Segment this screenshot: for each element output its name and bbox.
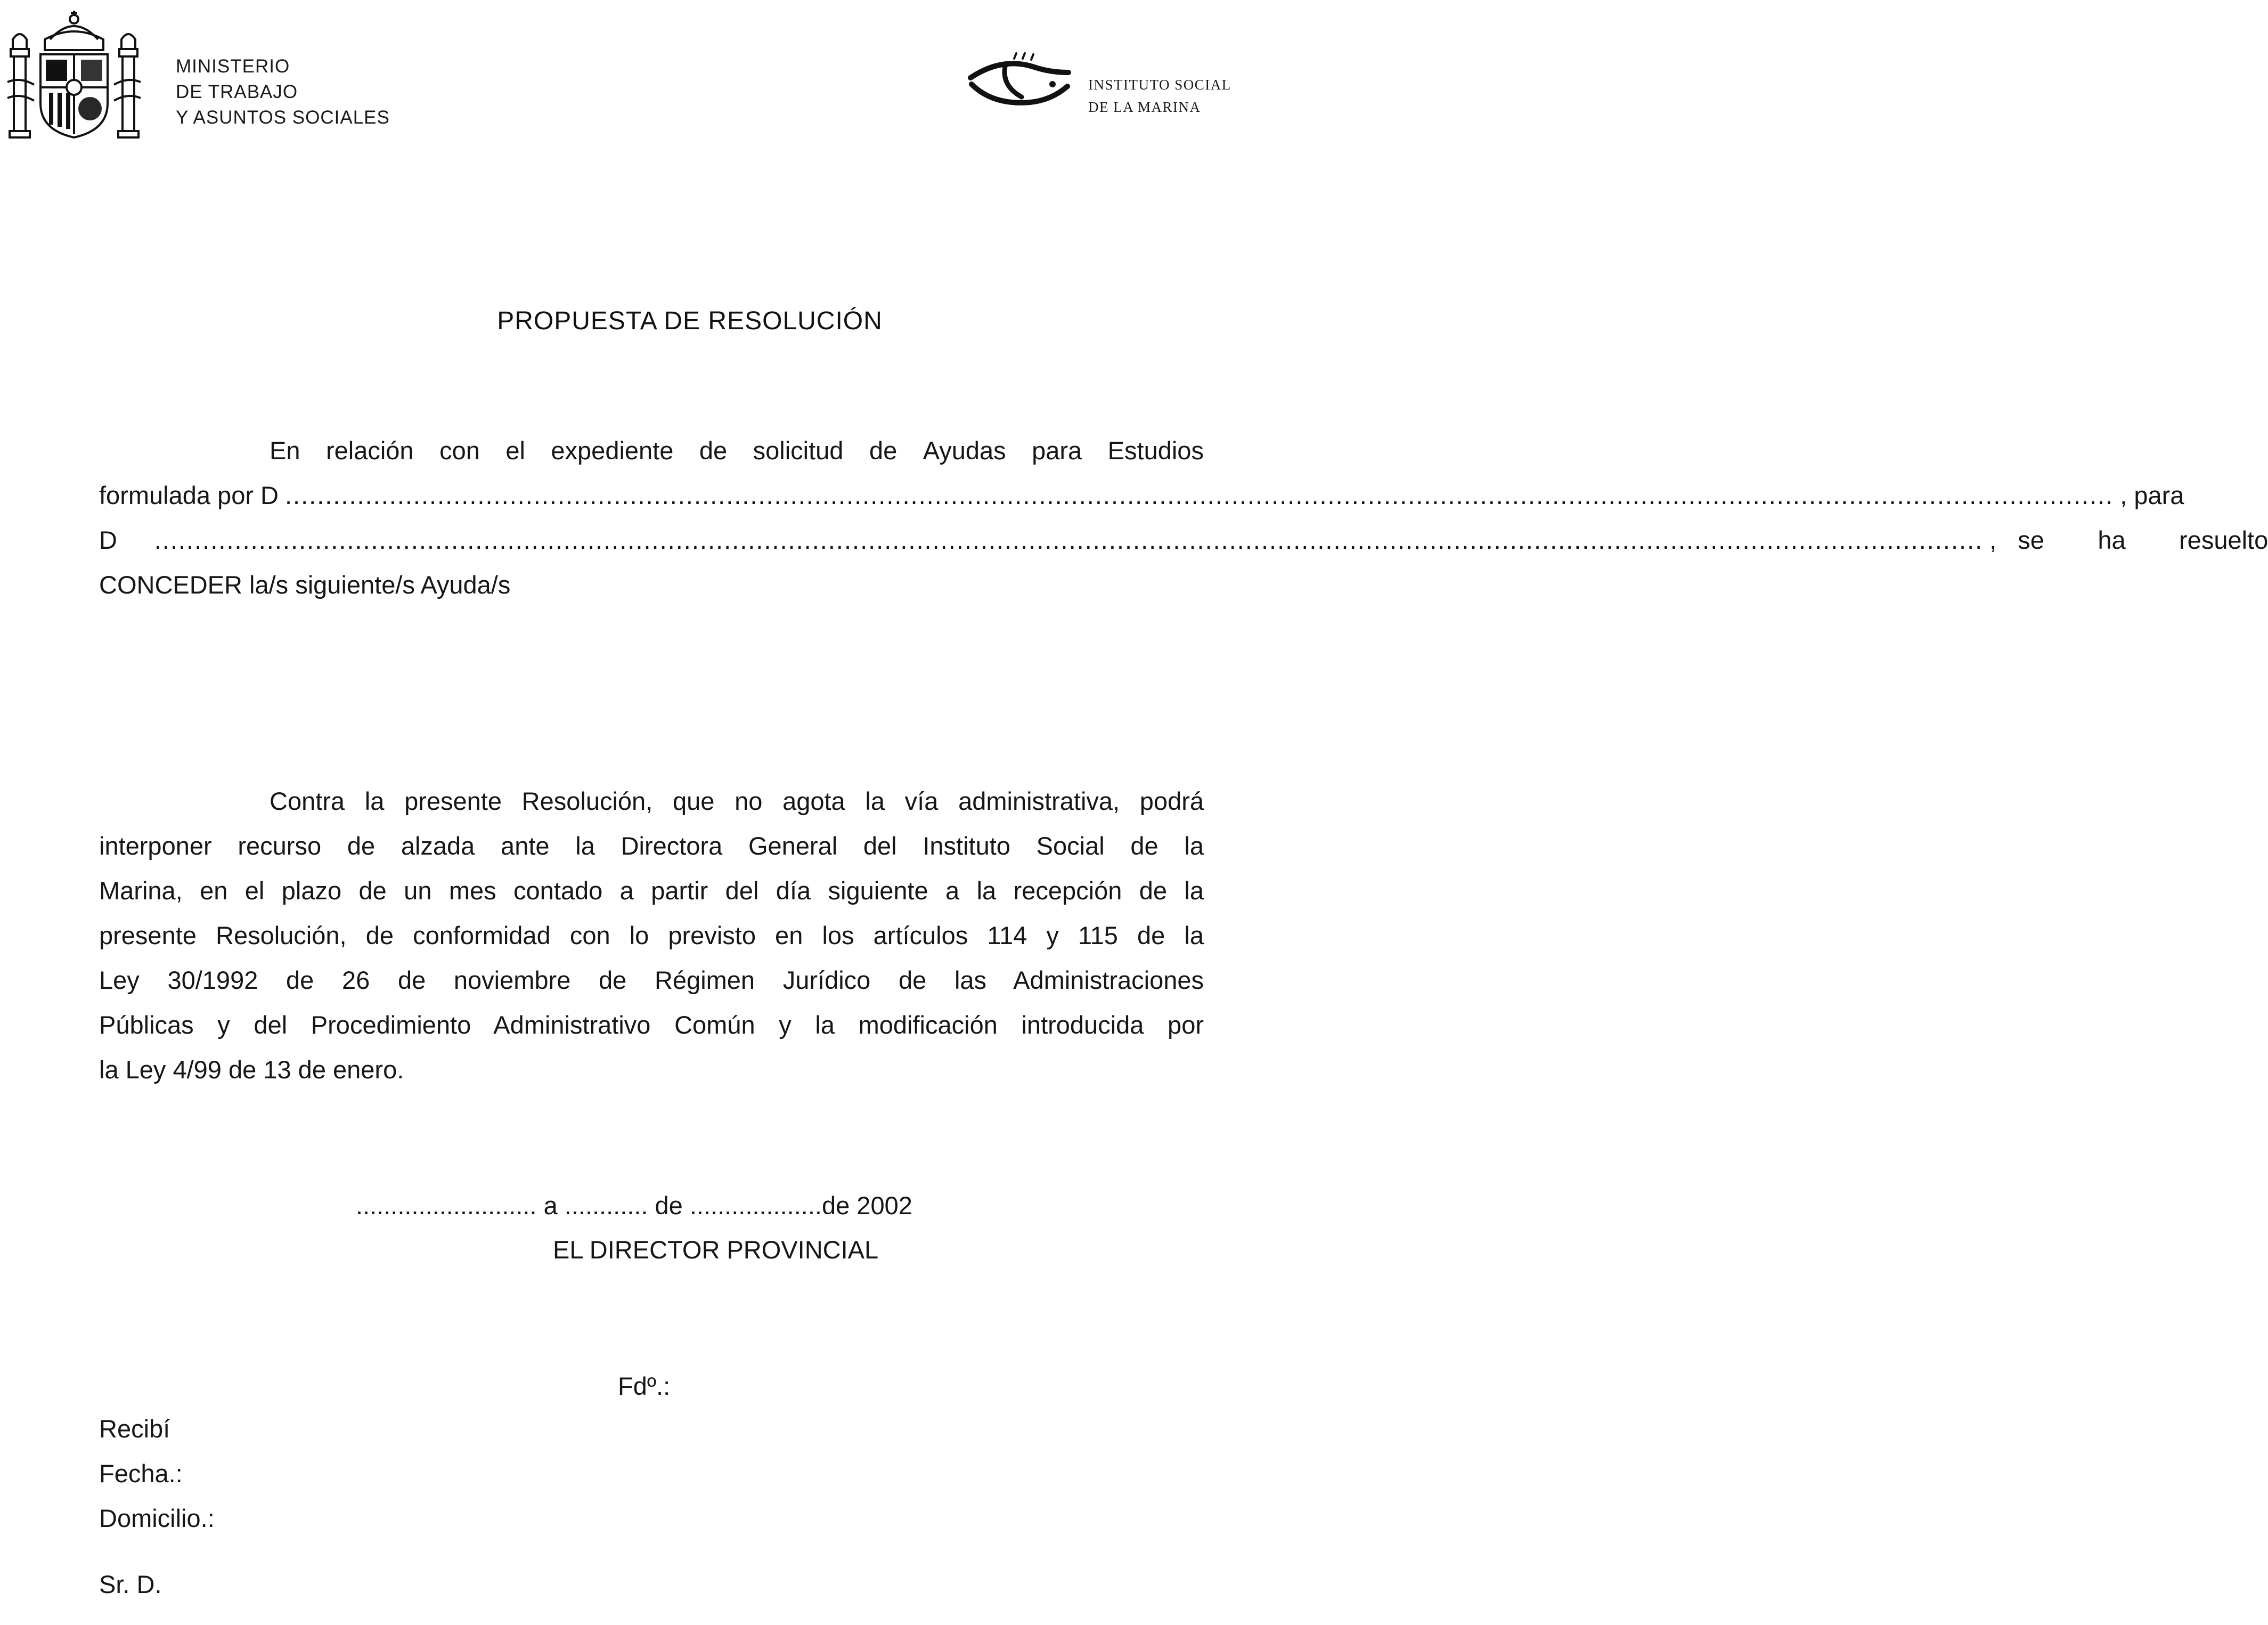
word: con bbox=[439, 436, 480, 465]
request-line-3 bbox=[99, 518, 2268, 563]
resolved-words bbox=[2018, 518, 2268, 563]
institute-name bbox=[1088, 74, 1231, 118]
appeal-line: interponer recurso de alzada ante la Directora General del Instituto Social de la bbox=[99, 832, 1204, 860]
word: expediente bbox=[551, 436, 674, 465]
requester-name-field[interactable]: .................................................................................................................................................................................................................................... bbox=[285, 481, 2114, 509]
appeal-line: Públicas y del Procedimiento Administrativo Común y la modificación introducida por bbox=[99, 1011, 1204, 1039]
word: relación bbox=[325, 436, 414, 465]
signatory-title: EL DIRECTOR PROVINCIAL bbox=[553, 1236, 879, 1264]
word: de bbox=[869, 436, 898, 465]
ministry-line-2: DE TRABAJO bbox=[176, 82, 298, 102]
beneficiary-name-field[interactable]: .................................................................................................................................................................................................................................... bbox=[154, 526, 1984, 554]
institute-line-2: DE LA MARINA bbox=[1088, 99, 1201, 115]
ministry-line-1: MINISTERIO bbox=[176, 56, 290, 77]
address-label: Domicilio.: bbox=[99, 1504, 215, 1532]
addressee-label: Sr. D. bbox=[99, 1570, 162, 1598]
date-label: Fecha.: bbox=[99, 1459, 183, 1488]
word: Estudios bbox=[1107, 436, 1204, 465]
for-label: , para bbox=[2120, 481, 2184, 509]
word: de bbox=[699, 436, 728, 465]
request-line-4: CONCEDER la/s siguiente/s Ayuda/s bbox=[99, 571, 511, 599]
institute-line-1: INSTITUTO SOCIAL bbox=[1088, 77, 1231, 93]
appeal-line: Ley 30/1992 de 26 de noviembre de Régimen Jurídico de las Administraciones bbox=[99, 966, 1204, 994]
ministry-name bbox=[176, 54, 390, 131]
instituto-social-marina-logo-icon bbox=[968, 51, 1072, 110]
word: se bbox=[2018, 526, 2044, 554]
appeal-line: Marina, en el plazo de un mes contado a partir del día siguiente a la recepción de la bbox=[99, 876, 1204, 905]
requester-label: formulada por D bbox=[99, 481, 279, 509]
ministry-line-3: Y ASUNTOS SOCIALES bbox=[176, 107, 390, 128]
word: ha bbox=[2098, 526, 2126, 554]
word: el bbox=[505, 436, 525, 465]
word: En bbox=[270, 436, 300, 465]
word: Ayudas bbox=[923, 436, 1006, 465]
receipt-block bbox=[99, 1407, 215, 1541]
word: resuelto bbox=[2179, 526, 2268, 554]
signed-label: Fdº.: bbox=[618, 1372, 671, 1400]
document-title: PROPUESTA DE RESOLUCIÓN bbox=[497, 307, 883, 335]
received-label: Recibí bbox=[99, 1415, 170, 1443]
coat-of-arms-icon bbox=[7, 7, 141, 141]
request-line-2 bbox=[99, 473, 2184, 518]
beneficiary-label: D bbox=[99, 526, 117, 554]
date-line[interactable]: .......................... a ............ de ...................de 2002 bbox=[356, 1191, 912, 1220]
request-line-1 bbox=[99, 428, 1204, 473]
appeal-line: Contra la presente Resolución, que no agota la vía administrativa, podrá bbox=[270, 787, 1204, 815]
appeal-line: la Ley 4/99 de 13 de enero. bbox=[99, 1055, 404, 1084]
word: para bbox=[1032, 436, 1082, 465]
appeal-line: presente Resolución, de conformidad con lo previsto en los artículos 114 y 115 de la bbox=[99, 921, 1204, 949]
word: solicitud bbox=[753, 436, 844, 465]
comma: , bbox=[1989, 526, 1997, 554]
